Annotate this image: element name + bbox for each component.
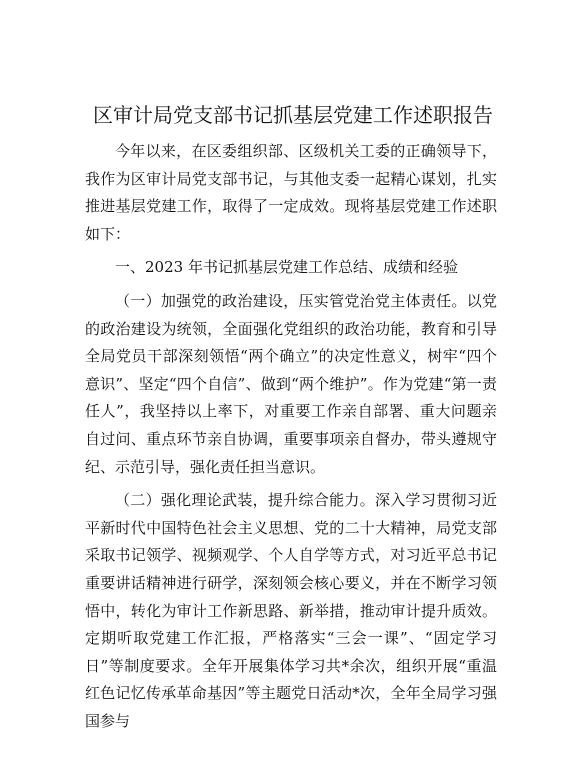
- body-paragraph: （一）加强党的政治建设，压实管党治党主体责任。以党的政治建设为统领，全面强化党组织的政治功能，教育和引导全局党员干部深刻领悟“两个确立”的决定性意义，树牢“四个意识”、坚定“四个自信”、做到“两个维护”。作为党建“第一责任人”，我坚持以上率下，对重要工作亲自部署、重大问题亲自过问、重点环节亲自协调，重要事项亲自督办，带头遵规守纪、示范引导，强化责任担当意识。: [85, 291, 497, 476]
- document-title: 区审计局党支部书记抓基层党建工作述职报告: [93, 103, 493, 127]
- intro-paragraph: 今年以来，在区委组织部、区级机关工委的正确领导下，我作为区审计局党支部书记，与其他支委一起精心谋划，扎实推进基层党建工作，取得了一定成效。现将基层党建工作述职如下：: [85, 142, 497, 243]
- section-heading: 一、2023 年书记抓基层党建工作总结、成绩和经验: [115, 258, 458, 277]
- body-paragraph: （二）强化理论武装，提升综合能力。深入学习贯彻习近平新时代中国特色社会主义思想、党的二十大精神，局党支部采取书记领学、视频观学、个人自学等方式，对习近平总书记重要讲话精神进行研学，深刻领会核心要义，并在不断学习领悟中，转化为审计工作新思路、新举措，推动审计提升质效。定期听取党建工作汇报，严格落实“三会一课”、“固定学习日”等制度要求。全年开展集体学习共*余次，组织开展“重温红色记忆传承革命基因”等主题党日活动*次，全年全局学习强国参与: [85, 491, 497, 730]
- document-body: [85, 138, 497, 735]
